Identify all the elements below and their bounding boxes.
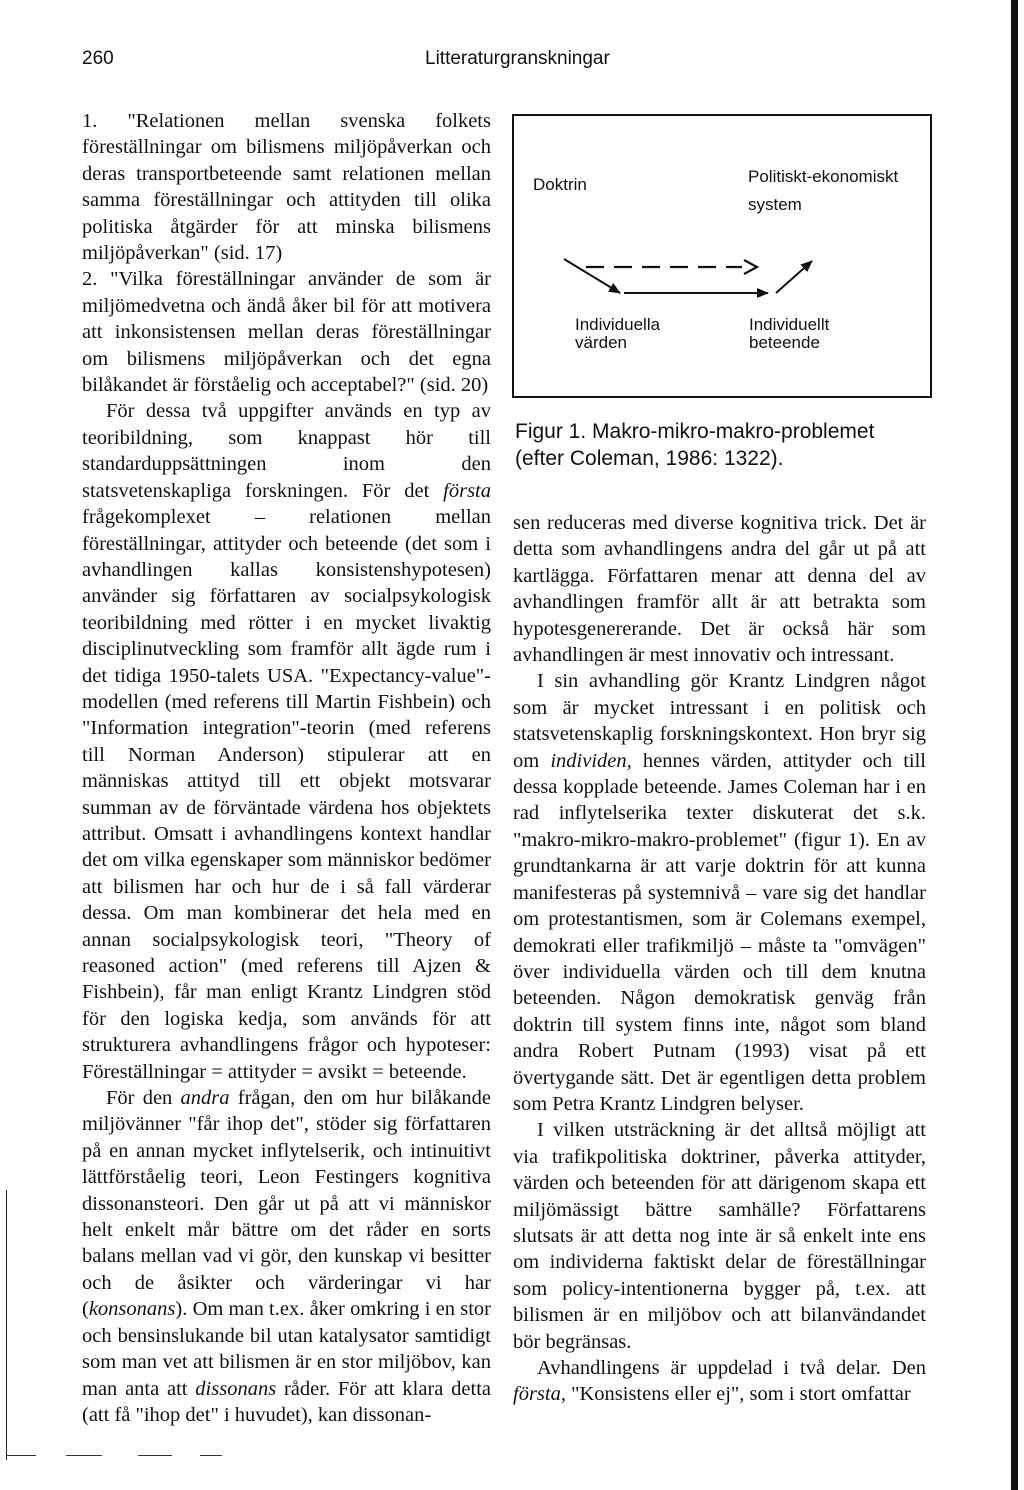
page-number: 260 bbox=[82, 48, 114, 69]
label-individuellt: Individuellt bbox=[749, 315, 830, 334]
figure-caption-line-1: Figur 1. Makro-mikro-makro-problemet bbox=[515, 420, 875, 443]
label-politiskt-ekonomiskt: Politiskt-ekonomiskt bbox=[748, 167, 899, 186]
label-individuella: Individuella bbox=[575, 315, 661, 334]
scan-rule-3 bbox=[138, 1455, 172, 1456]
paragraph-theory-first: För dessa två uppgifter används en typ av teoribildning, som knappast hör till standarduppsättningen inom den statsvetenskapliga forskningen. För det första frågekomplexet – relationen mellan föreställningar, attityder och beteende (det som i avhandlingen kallas konsistenshypotesen) använder sig författaren av socialpsykologisk teoribildning med rötter i en mycket livaktig disciplinutveckling som framför allt ägde rum i det tidiga 1950-talets USA. "Expectancy-value"-modellen (med referens till Martin Fishbein) och "Information integration"-teorin (med referens till Norman Anderson) stipulerar att en människas attityd till ett objekt motsvarar summan av de förväntade värdena hos objektets attribut. Omsatt i avhandlingens kontext handlar det om vilka egenskaper som människor bedömer att bilismen har och hur de i så fall värderar dessa. Om man kombinerar det hela med en annan socialpsykologisk teori, "Theory of reasoned action" (med referens till Ajzen & Fishbein), får man enligt Krantz Lindgren stöd för den logiska kedja, som används för att strukturera avhandlingens frågor och hypoteser: Föreställningar = attityder = avsikt = beteende. bbox=[82, 400, 491, 1083]
right-column bbox=[513, 510, 926, 1408]
paragraph-continuation: sen reduceras med diverse kognitiva trick. Det är detta som avhandlingens andra del går ut på att kartlägga. Författaren menar att denna del av avhandlingen framför allt är att betrakta som hypotesgenererande. Det är också här som avhandlingen är mest innovativ och intressant. bbox=[513, 512, 926, 667]
paragraph-coleman: I sin avhandling gör Krantz Lindgren något som är mycket intressant i en politisk och statsvetenskaplig forskningskontext. Hon bryr sig om individen, hennes värden, attityder och till dessa kopplade beteende. James Coleman har i en rad inflytelserika texter diskuterat det s.k. "makro-mikro-makro-problemet" (figur 1). En av grundtankarna är att varje doktrin för att kunna manifesteras på systemnivå – vare sig det handlar om protestantismen, som är Colemans exempel, demokrati eller trafikmiljö – måste ta "omvägen" över individuella värden och till dem knutna beteenden. Någon demokratisk genväg från doktrin till system finns inte, något som bland andra Robert Putnam (1993) visat på ett övertygande sätt. Det är egentligen detta problem som Petra Krantz Lindgren belyser. bbox=[513, 670, 926, 1115]
left-column bbox=[82, 108, 491, 1428]
scan-rule-2 bbox=[66, 1455, 102, 1456]
figure-1-diagram bbox=[512, 114, 932, 398]
label-doktrin: Doktrin bbox=[533, 175, 587, 194]
figure-caption-line-2: (efter Coleman, 1986: 1322). bbox=[515, 447, 784, 470]
page-header bbox=[0, 48, 1000, 76]
quote-2: 2. "Vilka föreställningar använder de som är miljömedvetna och ändå åker bil för att motivera att inkonsistensen mellan deras föreställningar om bilismens miljöpåverkan och det egna bilåkandet är förståelig och acceptabel?" (sid. 20) bbox=[82, 268, 491, 397]
page-edge-bar bbox=[1011, 0, 1018, 1490]
scan-rule-1 bbox=[6, 1455, 36, 1456]
quote-1: 1. "Relationen mellan svenska folkets föreställningar om bilismens miljöpåverkan och deras transportbeteende samt relationen mellan samma föreställningar och attityden till olika politiska åtgärder för att minska bilismens miljöpåverkan" (sid. 17) bbox=[82, 110, 491, 265]
label-system: system bbox=[748, 195, 802, 214]
paragraph-theory-second: För den andra frågan, den om hur bilåkande miljövänner "får ihop det", stöder sig författaren på en annan mycket inflytelserik, och intinuitivt lättförståelig teori, Leon Festingers kognitiva dissonansteori. Den går ut på att vi människor helt enkelt mår bättre om det råder en sorts balans mellan vad vi gör, den kunskap vi besitter och de åsikter och värderingar vi har (konsonans). Om man t.ex. åker omkring i en stor och bensinslukande bil utan katalysator samtidigt som man vet att bilismen är en stor miljöbov, kan man anta att dissonans råder. För att klara detta (att få "ihop det" i huvudet), kan dissonan- bbox=[82, 1087, 491, 1426]
label-beteende: beteende bbox=[749, 333, 820, 352]
label-varden: värden bbox=[575, 333, 627, 352]
scan-margin-line bbox=[6, 1190, 7, 1460]
figure-caption bbox=[515, 418, 935, 472]
dashed-arrow-head bbox=[744, 260, 757, 274]
paragraph-question: I vilken utsträckning är det alltså möjligt att via trafikpolitiska doktriner, påverka attityder, värden och beteenden för att därigenom skapa ett miljömässigt bättre samhälle? Författarens slutsats är att detta nog inte är så enkelt inte ens om individerna faktiskt delar de föreställningar som policy-intentionerna bygger på, t.ex. att bilismen är en miljöbov och att bilanvändandet bör begränsas. bbox=[513, 1119, 926, 1353]
running-head: Litteraturgranskningar bbox=[425, 48, 610, 69]
paragraph-structure: Avhandlingens är uppdelad i två delar. Den första, "Konsistens eller ej", som i stort omfattar bbox=[513, 1357, 926, 1406]
macro-micro-macro-diagram bbox=[514, 116, 934, 400]
arrow-behaviour-to-system bbox=[776, 261, 812, 293]
scan-rule-4 bbox=[200, 1455, 222, 1456]
arrow-doktrin-to-values bbox=[564, 259, 620, 293]
